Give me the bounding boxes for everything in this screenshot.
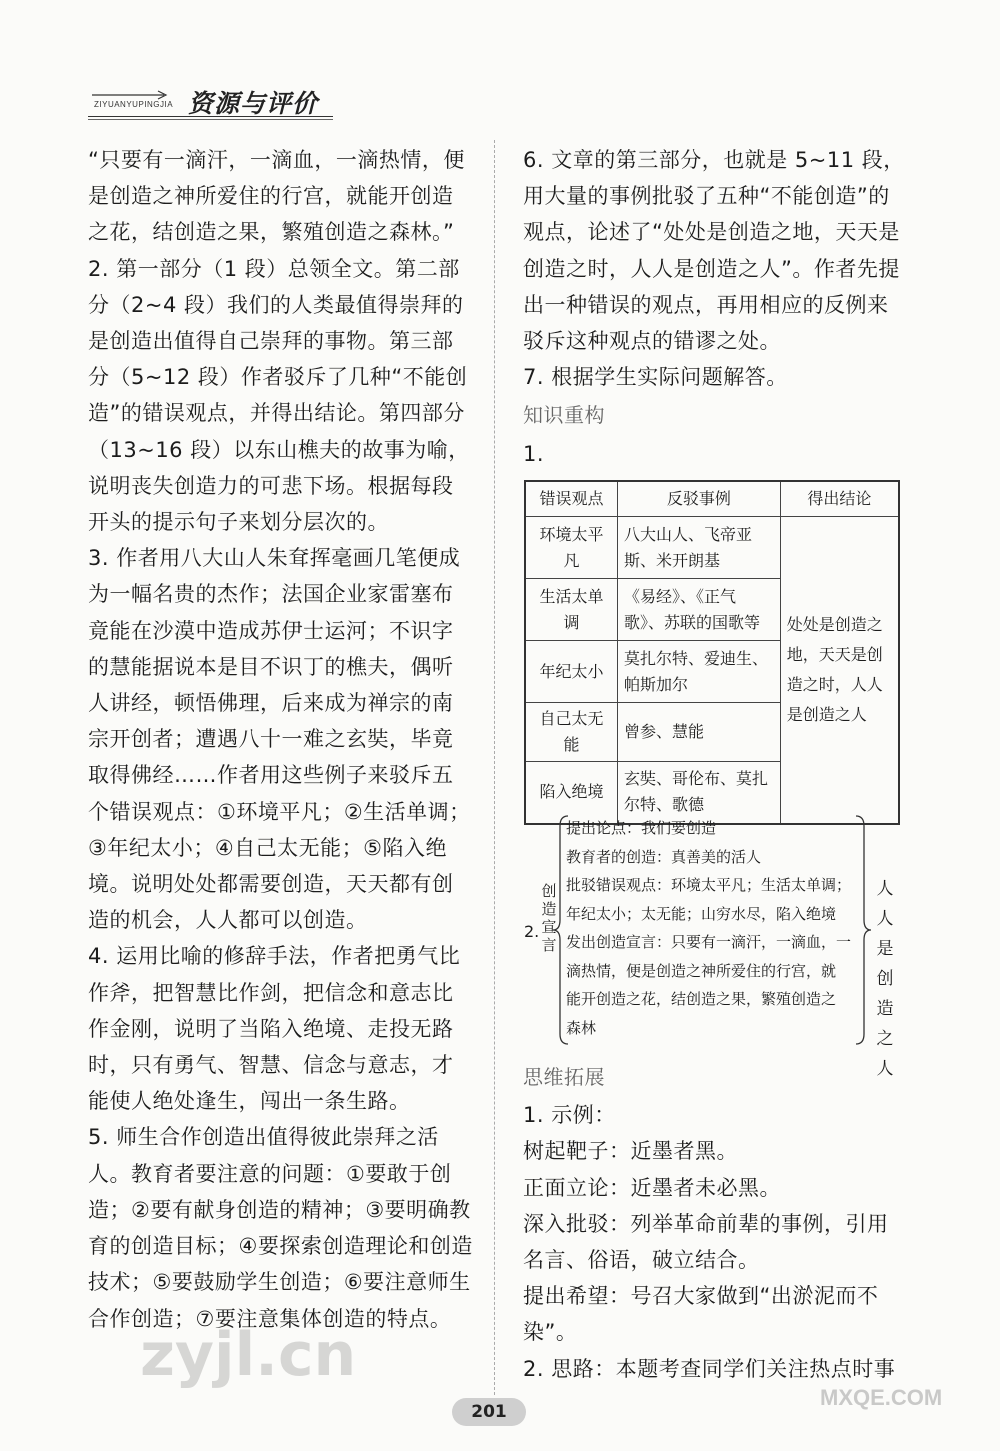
- table-header-row: [525, 481, 899, 517]
- page-number: 201: [452, 1398, 526, 1426]
- section-heading: 思维拓展: [523, 1065, 605, 1089]
- page-header: [88, 78, 333, 122]
- paragraph: 4. 运用比喻的修辞手法，作者把勇气比作斧，把智慧比作剑，把信念和意志比作金刚，说明了当陷入绝境、走投无路时，只有勇气、智慧、信念与意志，才能使人绝处逢生，闯出一条生路。: [88, 944, 461, 1114]
- diagram-lines: [566, 814, 864, 1042]
- paragraph: 5. 师生合作创造出值得彼此崇拜之活人。教育者要注意的问题：①要敢于创造；②要有献身创造的精神；③要明确教育的创造目标；④要探索创造理论和创造技术；⑤要鼓励学生创造；⑥要注意师生合作创造；⑦要注意集体创造的特点。: [88, 1125, 473, 1331]
- paragraph: “只要有一滴汗，一滴血，一滴热情，便是创造之神所爱住的行宫，就能开创造之花，结创造之果，繁殖创造之森林。”: [88, 148, 465, 245]
- diagram-label: 创造宣言: [541, 882, 557, 954]
- table-cell: 玄奘、哥伦布、莫扎尔特、歌德: [617, 762, 780, 824]
- diagram-conclusion: 人人是创造之人: [876, 879, 894, 1079]
- table-cell: 环境太平凡: [525, 517, 617, 579]
- watermark: MXQE.COM: [820, 1385, 943, 1410]
- paragraph: 7. 根据学生实际问题解答。: [523, 365, 788, 390]
- paragraph: 提出希望：号召大家做到“出淤泥而不染”。: [523, 1284, 879, 1345]
- arrow-icon: [92, 90, 172, 100]
- table-conclusion: 处处是创造之地，天天是创造之时，人人是创造之人: [780, 517, 899, 824]
- diagram-line: 能开创造之花，结创造之果，繁殖创造之: [566, 990, 837, 1008]
- paragraph: 2. 第一部分（1 段）总领全文。第二部分（2~4 段）我们的人类最值得崇拜的是创造出值得自己崇拜的事物。第三部分（5~12 段）作者驳斥了几种“不能创造”的错误观点，并得出结论。第四部分（13~16 段）以东山樵夫的故事为喻，说明丧失创造力的可悲下场。根据每段开头的提示句子来划分层次的。: [88, 256, 470, 535]
- item-number: 1.: [523, 441, 545, 466]
- diagram-line: 提出论点：我们要创造: [566, 819, 717, 837]
- table-cell: 年纪太小: [525, 641, 617, 703]
- table-header: 反驳事例: [617, 481, 780, 517]
- table-cell: 陷入绝境: [525, 762, 617, 824]
- table-cell: 生活太单调: [525, 579, 617, 641]
- paragraph: 1. 示例：: [523, 1103, 616, 1128]
- table-cell: 八大山人、飞帝亚斯、米开朗基: [617, 517, 780, 579]
- item-number: 2.: [524, 922, 540, 941]
- diagram-line: 发出创造宣言：只要有一滴汗，一滴血，一: [566, 933, 852, 951]
- header-title: 资源与评价: [188, 89, 319, 118]
- section-heading: 知识重构: [523, 403, 605, 428]
- column-divider: [494, 140, 495, 1395]
- knowledge-table: [524, 480, 900, 825]
- table-header: 错误观点: [525, 481, 617, 517]
- left-column: [88, 142, 473, 1337]
- diagram-line: 年纪太小；太无能；山穷水尽，陷入绝境: [566, 904, 837, 923]
- diagram-line: 森林: [566, 1018, 597, 1037]
- table-cell: 自己太无能: [525, 703, 617, 762]
- right-column: [523, 142, 908, 472]
- table-cell: 莫扎尔特、爱迪生、帕斯加尔: [617, 641, 780, 703]
- header-pinyin: ZIYUANYUPINGJIA: [94, 100, 174, 109]
- paragraph: 2. 思路：本题考查同学们关注热点时事: [523, 1356, 896, 1381]
- paragraph: 6. 文章的第三部分，也就是 5~11 段，用大量的事例批驳了五种“不能创造”的观点，论述了“处处是创造之地，天天是创造之时，人人是创造之人”。作者先提出一种错误的观点，再用相应的反例来驳斥这种观点的错谬之处。: [523, 148, 905, 354]
- paragraph: 深入批驳：列举革命前辈的事例，引用名言、俗语，破立结合。: [523, 1211, 889, 1273]
- paragraph: 树起靶子：近墨者黑。: [523, 1139, 738, 1164]
- table-cell: 《易经》、《正气歌》、苏联的国歌等: [617, 579, 780, 641]
- diagram-line: 教育者的创造：真善美的活人: [566, 847, 762, 866]
- header-rule: [88, 116, 333, 117]
- right-column-bottom: [523, 1057, 908, 1387]
- table-header: 得出结论: [780, 481, 899, 517]
- table-row: [525, 517, 899, 579]
- diagram-line: 批驳错误观点：环境太平凡；生活太单调；: [566, 876, 852, 894]
- diagram-line: 滴热情，便是创造之神所爱住的行宫，就: [566, 961, 837, 980]
- paragraph: 正面立论：近墨者未必黑。: [523, 1175, 781, 1200]
- watermark: zyjl.cn: [140, 1320, 357, 1390]
- table-cell: 曾参、慧能: [617, 703, 780, 762]
- header-rule-2: [88, 119, 333, 120]
- paragraph: 3. 作者用八大山人朱耷挥毫画几笔便成为一幅名贵的杰作；法国企业家雷塞布竟能在沙漠中造成苏伊士运河；不识字的慧能据说本是目不识丁的樵夫，偶听人讲经，顿悟佛理，后来成为禅宗的南宗开创者；遭遇八十一难之玄奘，毕竟取得佛经……作者用这些例子来驳斥五个错误观点：①环境平凡；②生活单调；③年纪太小；④自己太无能；⑤陷入绝境。说明处处都需要创造，天天都有创造的机会，人人都可以创造。: [88, 546, 471, 933]
